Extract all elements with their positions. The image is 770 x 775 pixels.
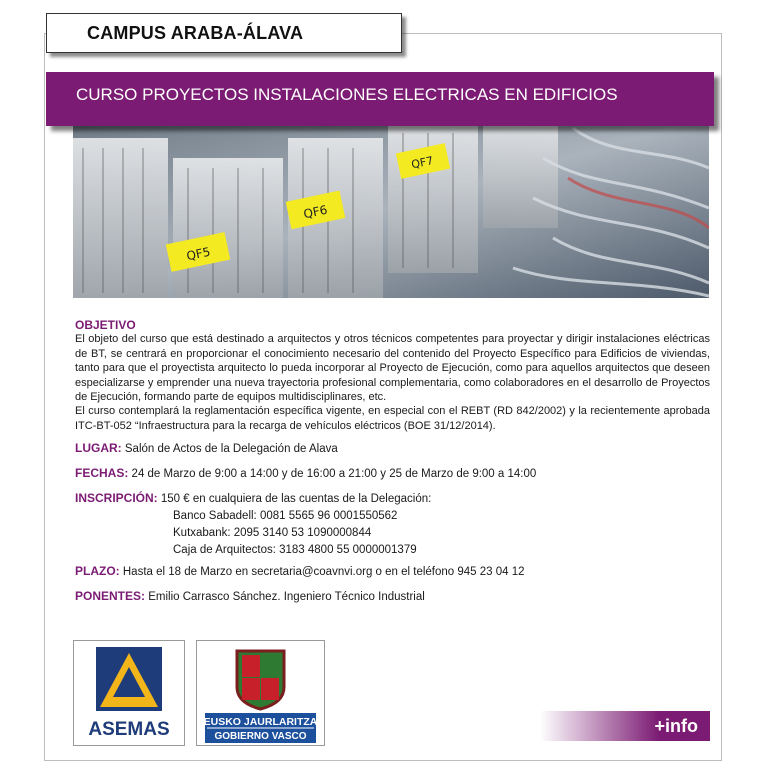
more-info-button[interactable] [540,711,710,741]
objective-text: El objeto del curso que está destinado a arquitectos y otros técnicos competentes para proyectar y dirigir instalaciones eléctricas de BT, se centrará en proporcionar el conocimiento necesario del contenido del Proyecto Específico para Edificios de viviendas, tanto para que el proyectista arquitecto lo pueda incorporar al Proyecto de Ejecución, como para aquellos arquitectos que deseen especializarse y emprender una nueva trayectoria profesional complementaria, como colaboradores en el desarrollo de Proyectos de Ejecución, formando parte de equipos multidisciplinares, etc. El curso contemplará la reglamentación específica vigente, en especial con el REBT (RD 842/2002) y la recientemente aprobada ITC-BT-052 “Infraestructura para la recarga de vehículos eléctricos (BOE 31/12/2014). [75,333,710,432]
fechas-row [75,466,536,480]
inscripcion-value: 150 € en cualquiera de las cuentas de la Delegación: [160,493,432,505]
objective-heading: OBJETIVO [75,318,136,332]
inscripcion-label: INSCRIPCIÓN: [75,491,158,505]
fechas-value: 24 de Marzo de 9:00 a 14:00 y de 16:00 a 21:00 y 25 de Marzo de 9:00 a 14:00 [131,468,537,480]
asemas-logo [73,640,185,746]
asemas-logo-mark [74,641,184,745]
hero-label-qf6: QF6 [302,202,329,222]
bank-accounts [173,508,417,559]
plazo-row [75,564,525,578]
lugar-row [75,441,338,455]
ponentes-label: PONENTES: [75,589,146,603]
inscripcion-row [75,491,431,505]
plazo-label: PLAZO: [75,564,120,578]
objective-section [75,318,710,433]
course-title: CURSO PROYECTOS INSTALACIONES ELECTRICAS EN EDIFICIOS [76,85,618,104]
basque-coat-of-arms-icon [197,641,324,745]
ej-logo-line2: GOBIERNO VASCO [214,731,307,742]
campus-tag [46,13,402,53]
eusko-jaurlaritza-logo [196,640,325,746]
hero-label-qf5: QF5 [185,244,212,264]
campus-label: CAMPUS ARABA-ÁLAVA [87,23,304,43]
ej-logo-line1: EUSKO JAURLARITZA [203,716,318,728]
more-info-label: +info [654,716,698,736]
bank-account-kutxabank: Kutxabank: 2095 3140 53 1090000844 [173,527,372,539]
ponentes-row [75,589,425,603]
hero-label-qf7: QF7 [410,154,435,172]
fechas-label: FECHAS: [75,466,129,480]
plazo-value: Hasta el 18 de Marzo en secretaria@coavnvi.org o en el teléfono 945 23 04 12 [122,566,525,578]
bank-account-sabadell: Banco Sabadell: 0081 5565 96 0001550562 [173,510,398,522]
lugar-value: Salón de Actos de la Delegación de Alava [124,443,338,455]
course-title-band [46,72,714,126]
ponentes-value: Emilio Carrasco Sánchez. Ingeniero Técnico Industrial [148,591,425,603]
hero-image-electrical-breakers [73,118,709,298]
lugar-label: LUGAR: [75,441,122,455]
bank-account-caja-arquitectos: Caja de Arquitectos: 3183 4800 55 0000001379 [173,544,417,556]
asemas-logo-text: ASEMAS [88,719,170,740]
